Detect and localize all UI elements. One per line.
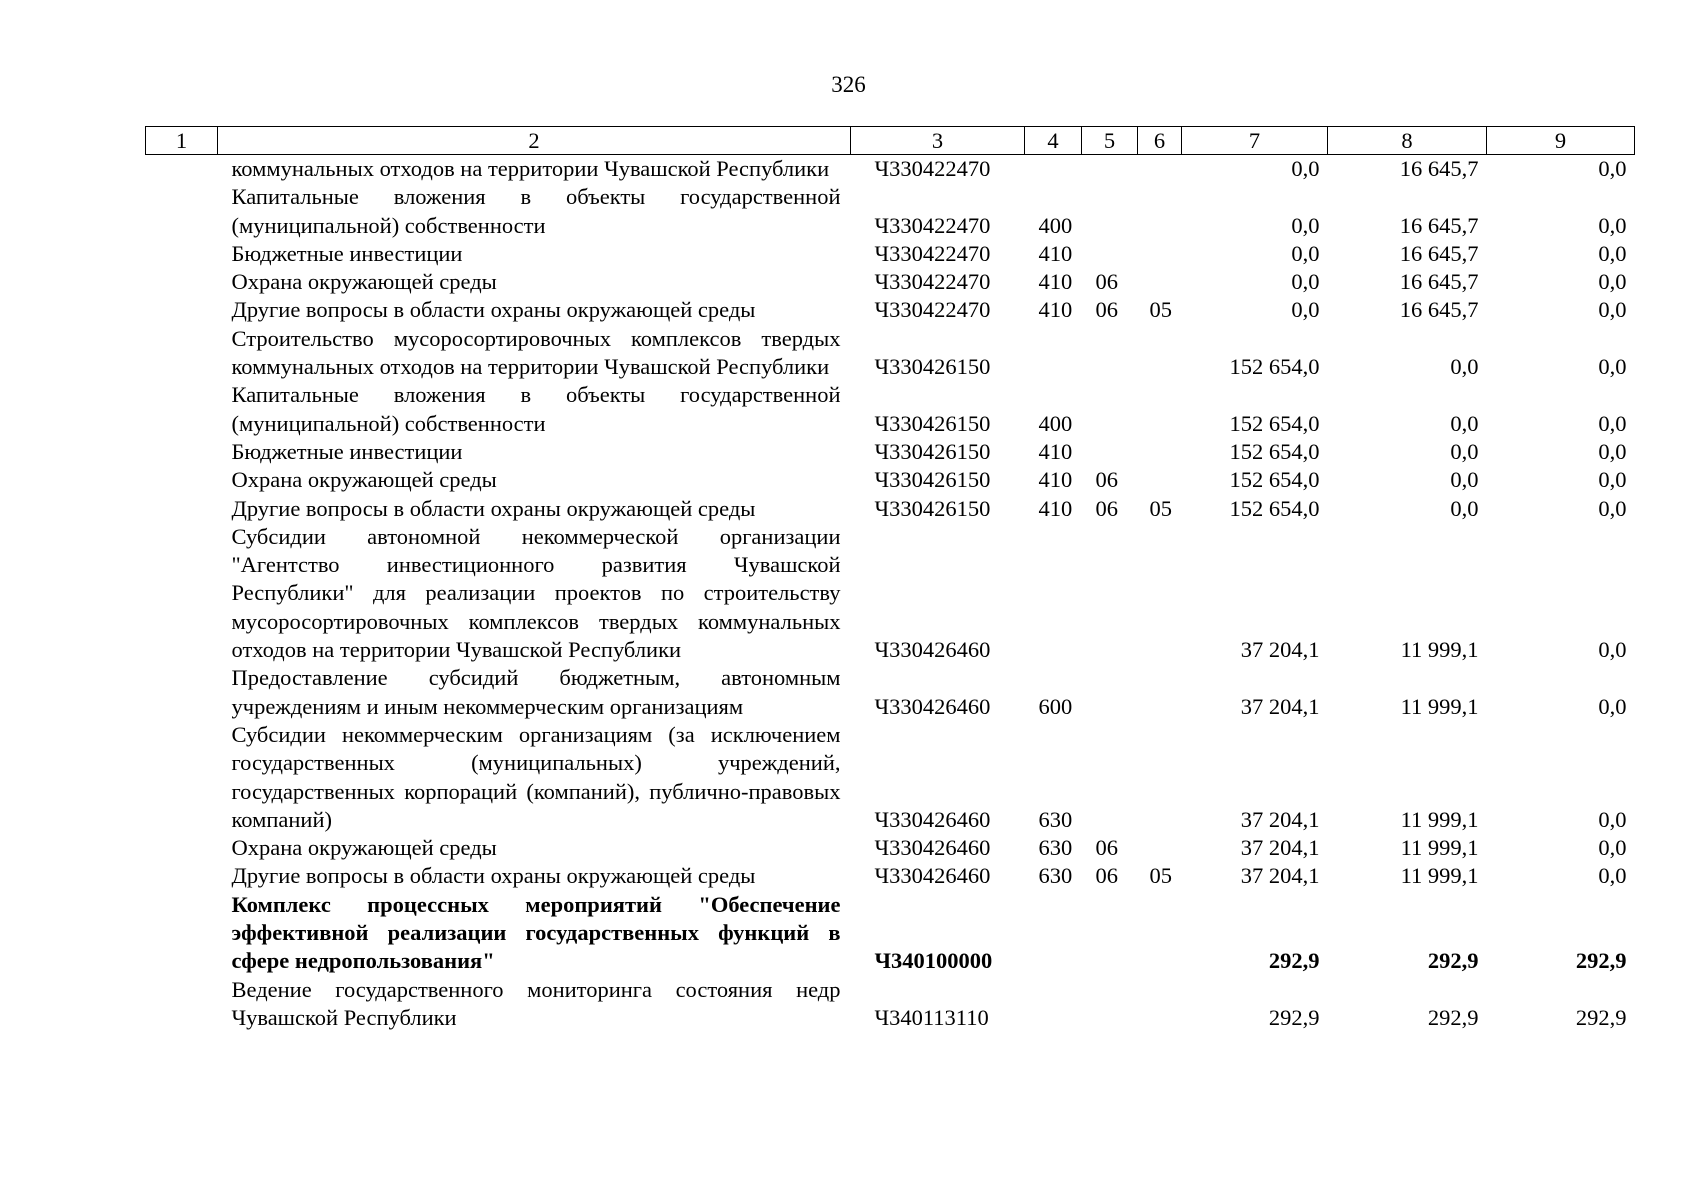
amount-column-9: 0,0 xyxy=(1598,156,1627,181)
amount-column-8: 0,0 xyxy=(1450,495,1479,521)
row-number-cell xyxy=(146,976,218,1033)
subsection-code xyxy=(1138,325,1182,382)
section-code xyxy=(1082,381,1138,438)
subsection-code xyxy=(1138,381,1182,438)
amount-column-7: 292,9 xyxy=(1268,948,1320,974)
amount-column-7: 37 204,1 xyxy=(1240,863,1320,889)
item-name: Субсидии некоммерческим организациям (за исключением государственных (муниципальных) учреждений, государственных корпораций (компаний), публично-правовых компаний) xyxy=(231,721,841,832)
subsection-code: 05 xyxy=(1149,863,1172,889)
expense-type-code: 410 xyxy=(1038,438,1073,464)
header-row xyxy=(146,127,1635,155)
table-row xyxy=(146,891,1635,976)
section-code xyxy=(1082,155,1138,184)
column-header-2: 2 xyxy=(218,127,851,155)
table-row xyxy=(146,466,1635,494)
table-body xyxy=(146,155,1635,1033)
amount-column-8: 16 645,7 xyxy=(1399,269,1479,295)
section-code xyxy=(1082,523,1138,664)
subsection-code xyxy=(1138,523,1182,664)
row-number-cell xyxy=(146,240,218,268)
subsection-code: 05 xyxy=(1149,297,1172,323)
amount-column-7: 152 654,0 xyxy=(1229,467,1320,493)
section-code xyxy=(1082,721,1138,834)
amount-column-7: 37 204,1 xyxy=(1240,806,1320,832)
target-article-code: Ч330422470 xyxy=(874,297,991,323)
amount-column-8: 0,0 xyxy=(1450,410,1479,436)
table-row xyxy=(146,296,1635,324)
subsection-code xyxy=(1138,183,1182,240)
amount-column-7: 37 204,1 xyxy=(1240,835,1320,861)
section-code: 06 xyxy=(1095,863,1118,889)
amount-column-8: 11 999,1 xyxy=(1400,863,1479,889)
table-header xyxy=(146,127,1635,155)
amount-column-9: 0,0 xyxy=(1598,495,1627,521)
budget-table xyxy=(145,126,1635,1032)
section-code xyxy=(1082,891,1138,976)
amount-column-7: 0,0 xyxy=(1291,297,1320,323)
expense-type-code: 630 xyxy=(1038,863,1073,889)
amount-column-8: 11 999,1 xyxy=(1400,806,1479,832)
amount-column-9: 0,0 xyxy=(1598,693,1627,719)
item-name: Бюджетные инвестиции xyxy=(231,240,463,266)
amount-column-9: 0,0 xyxy=(1598,410,1627,436)
section-code: 06 xyxy=(1095,495,1118,521)
target-article-code: Ч330422470 xyxy=(874,240,991,266)
item-name: Капитальные вложения в объекты государственной (муниципальной) собственности xyxy=(231,382,841,436)
target-article-code: Ч330426460 xyxy=(874,693,991,719)
table-row xyxy=(146,721,1635,834)
amount-column-9: 0,0 xyxy=(1598,438,1627,464)
amount-column-9: 0,0 xyxy=(1598,269,1627,295)
amount-column-7: 292,9 xyxy=(1268,1004,1320,1030)
item-name: Строительство мусоросортировочных комплексов твердых коммунальных отходов на территории Чувашской Республики xyxy=(231,325,841,380)
amount-column-9: 0,0 xyxy=(1598,835,1627,861)
amount-column-7: 152 654,0 xyxy=(1229,495,1320,521)
target-article-code: Ч330426460 xyxy=(874,637,991,663)
target-article-code: Ч330426150 xyxy=(874,467,991,493)
item-name: Другие вопросы в области охраны окружающей среды xyxy=(231,495,756,521)
amount-column-9: 0,0 xyxy=(1598,637,1627,663)
item-name: Охрана окружающей среды xyxy=(231,467,497,493)
amount-column-7: 0,0 xyxy=(1291,240,1320,266)
row-number-cell xyxy=(146,523,218,664)
table-row xyxy=(146,664,1635,721)
column-header-4: 4 xyxy=(1025,127,1082,155)
subsection-code xyxy=(1138,834,1182,862)
item-name: Субсидии автономной некоммерческой организации "Агентство инвестиционного развития Чувашской Республики" для реализации проектов по строительству мусоросортировочных комплексов твердых коммунальных отходов на территории Чувашской Республики xyxy=(231,523,841,663)
page-number: 326 xyxy=(831,72,866,97)
row-number-cell xyxy=(146,268,218,296)
expense-type-code: 410 xyxy=(1038,495,1073,521)
amount-column-8: 0,0 xyxy=(1450,438,1479,464)
row-number-cell xyxy=(146,438,218,466)
row-number-cell xyxy=(146,325,218,382)
amount-column-9: 0,0 xyxy=(1598,354,1627,380)
table-row xyxy=(146,240,1635,268)
item-name: Другие вопросы в области охраны окружающей среды xyxy=(231,297,756,323)
subsection-code xyxy=(1138,891,1182,976)
target-article-code: Ч330422470 xyxy=(874,212,991,238)
amount-column-9: 0,0 xyxy=(1598,467,1627,493)
section-code xyxy=(1082,438,1138,466)
amount-column-8: 16 645,7 xyxy=(1399,212,1479,238)
target-article-code: Ч330426460 xyxy=(874,806,991,832)
expense-type-code: 410 xyxy=(1038,269,1073,295)
item-name: Предоставление субсидий бюджетным, автономным учреждениям и иным некоммерческим организациям xyxy=(231,665,841,719)
amount-column-9: 0,0 xyxy=(1598,212,1627,238)
row-number-cell xyxy=(146,834,218,862)
column-header-1: 1 xyxy=(146,127,218,155)
table-row xyxy=(146,325,1635,382)
expense-type-code: 410 xyxy=(1038,240,1073,266)
amount-column-8: 16 645,7 xyxy=(1399,240,1479,266)
target-article-code: Ч340113110 xyxy=(874,1004,989,1030)
expense-type-code xyxy=(1025,976,1082,1033)
table-row xyxy=(146,834,1635,862)
amount-column-8: 11 999,1 xyxy=(1400,693,1479,719)
amount-column-8: 0,0 xyxy=(1450,467,1479,493)
amount-column-9: 0,0 xyxy=(1598,806,1627,832)
subsection-code: 05 xyxy=(1149,495,1172,521)
section-code: 06 xyxy=(1095,297,1118,323)
item-name: Капитальные вложения в объекты государственной (муниципальной) собственности xyxy=(231,184,841,238)
amount-column-8: 11 999,1 xyxy=(1400,637,1479,663)
column-header-6: 6 xyxy=(1138,127,1182,155)
column-header-8: 8 xyxy=(1328,127,1487,155)
expense-type-code: 630 xyxy=(1038,806,1073,832)
target-article-code: Ч330426460 xyxy=(874,863,991,889)
row-number-cell xyxy=(146,381,218,438)
row-number-cell xyxy=(146,155,218,184)
item-name: Бюджетные инвестиции xyxy=(231,438,463,464)
item-name: Комплекс процессных мероприятий "Обеспечение эффективной реализации государственных функций в сфере недропользования" xyxy=(231,891,841,974)
section-code: 06 xyxy=(1095,835,1118,861)
table-row xyxy=(146,862,1635,890)
table-row xyxy=(146,523,1635,664)
expense-type-code xyxy=(1025,155,1082,184)
target-article-code: Ч330426150 xyxy=(874,410,991,436)
amount-column-9: 0,0 xyxy=(1598,240,1627,266)
amount-column-7: 37 204,1 xyxy=(1240,637,1320,663)
amount-column-8: 11 999,1 xyxy=(1400,835,1479,861)
column-header-5: 5 xyxy=(1082,127,1138,155)
expense-type-code xyxy=(1025,325,1082,382)
target-article-code: Ч340100000 xyxy=(874,948,993,974)
section-code xyxy=(1082,976,1138,1033)
table-row xyxy=(146,495,1635,523)
amount-column-9: 0,0 xyxy=(1598,297,1627,323)
section-code xyxy=(1082,240,1138,268)
row-number-cell xyxy=(146,664,218,721)
subsection-code xyxy=(1138,438,1182,466)
item-name: Ведение государственного мониторинга состояния недр Чувашской Республики xyxy=(231,976,841,1030)
row-number-cell xyxy=(146,891,218,976)
subsection-code xyxy=(1138,664,1182,721)
table-row xyxy=(146,268,1635,296)
subsection-code xyxy=(1138,721,1182,834)
table-row xyxy=(146,438,1635,466)
column-header-7: 7 xyxy=(1182,127,1328,155)
amount-column-8: 292,9 xyxy=(1427,1004,1479,1030)
subsection-code xyxy=(1138,155,1182,184)
column-header-9: 9 xyxy=(1487,127,1635,155)
table-row xyxy=(146,155,1635,184)
amount-column-7: 0,0 xyxy=(1291,269,1320,295)
target-article-code: Ч330426150 xyxy=(874,354,991,380)
table-row xyxy=(146,976,1635,1033)
amount-column-8: 16 645,7 xyxy=(1399,297,1479,323)
amount-column-7: 152 654,0 xyxy=(1229,438,1320,464)
expense-type-code: 630 xyxy=(1038,835,1073,861)
column-header-3: 3 xyxy=(851,127,1025,155)
amount-column-7: 37 204,1 xyxy=(1240,693,1320,719)
target-article-code: Ч330426150 xyxy=(874,438,991,464)
item-name: Другие вопросы в области охраны окружающей среды xyxy=(231,863,756,889)
amount-column-7: 152 654,0 xyxy=(1229,410,1320,436)
amount-column-8: 0,0 xyxy=(1450,354,1479,380)
item-name: коммунальных отходов на территории Чувашской Республики xyxy=(231,156,830,181)
amount-column-7: 0,0 xyxy=(1291,156,1320,181)
subsection-code xyxy=(1138,976,1182,1033)
subsection-code xyxy=(1138,268,1182,296)
expense-type-code: 600 xyxy=(1038,693,1073,719)
amount-column-8: 292,9 xyxy=(1427,948,1479,974)
section-code: 06 xyxy=(1095,269,1118,295)
subsection-code xyxy=(1138,466,1182,494)
row-number-cell xyxy=(146,466,218,494)
amount-column-8: 16 645,7 xyxy=(1399,156,1479,181)
expense-type-code xyxy=(1025,523,1082,664)
amount-column-9: 292,9 xyxy=(1575,948,1627,974)
amount-column-9: 292,9 xyxy=(1575,1004,1627,1030)
expense-type-code: 400 xyxy=(1038,410,1073,436)
expense-type-code: 410 xyxy=(1038,467,1073,493)
subsection-code xyxy=(1138,240,1182,268)
target-article-code: Ч330426460 xyxy=(874,835,991,861)
target-article-code: Ч330422470 xyxy=(874,269,991,295)
row-number-cell xyxy=(146,495,218,523)
section-code: 06 xyxy=(1095,467,1118,493)
item-name: Охрана окружающей среды xyxy=(231,269,497,295)
item-name: Охрана окружающей среды xyxy=(231,835,497,861)
section-code xyxy=(1082,664,1138,721)
amount-column-7: 0,0 xyxy=(1291,212,1320,238)
section-code xyxy=(1082,183,1138,240)
row-number-cell xyxy=(146,183,218,240)
target-article-code: Ч330422470 xyxy=(874,156,991,181)
amount-column-9: 0,0 xyxy=(1598,863,1627,889)
expense-type-code: 400 xyxy=(1038,212,1073,238)
section-code xyxy=(1082,325,1138,382)
target-article-code: Ч330426150 xyxy=(874,495,991,521)
row-number-cell xyxy=(146,862,218,890)
expense-type-code: 410 xyxy=(1038,297,1073,323)
expense-type-code xyxy=(1025,891,1082,976)
row-number-cell xyxy=(146,721,218,834)
amount-column-7: 152 654,0 xyxy=(1229,354,1320,380)
table-row xyxy=(146,381,1635,438)
table-row xyxy=(146,183,1635,240)
row-number-cell xyxy=(146,296,218,324)
